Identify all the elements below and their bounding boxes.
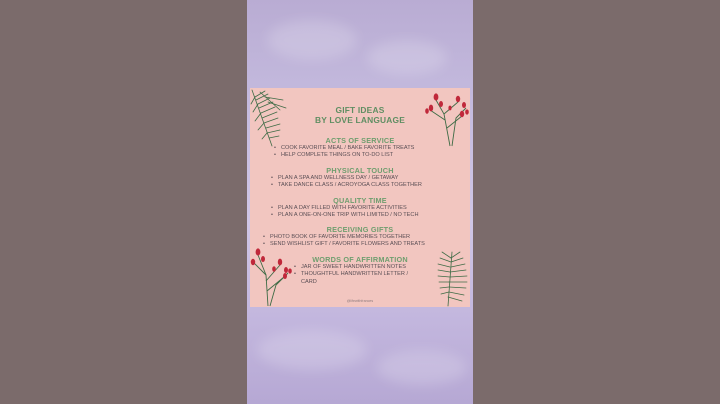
card-title bbox=[250, 106, 470, 125]
list-item: • PHOTO BOOK OF FAVORITE MEMORIES TOGETHER bbox=[263, 234, 425, 241]
section-list-quality-time bbox=[271, 205, 419, 220]
section-list-physical-touch bbox=[271, 175, 422, 190]
cloud-shape bbox=[267, 20, 357, 60]
section-heading-physical-touch: PHYSICAL TOUCH bbox=[326, 166, 394, 175]
section-list-words-of-affirmation bbox=[294, 264, 413, 286]
list-item: • JAR OF SWEET HANDWRITTEN NOTES bbox=[294, 264, 413, 271]
list-item: • THOUGHTFUL HANDWRITTEN LETTER / CARD bbox=[294, 271, 413, 286]
gift-ideas-card bbox=[250, 88, 470, 307]
section-heading-receiving-gifts: RECEIVING GIFTS bbox=[326, 225, 394, 234]
list-item: • HELP COMPLETE THINGS ON TO-DO LIST bbox=[274, 152, 414, 159]
cloud-shape bbox=[257, 330, 367, 370]
section-heading-quality-time: QUALITY TIME bbox=[333, 196, 387, 205]
list-item: • PLAN A ONE-ON-ONE TRIP WITH LIMITED / NO TECH bbox=[271, 212, 419, 219]
section-list-receiving-gifts bbox=[263, 234, 425, 249]
section-heading-acts-of-service: ACTS OF SERVICE bbox=[325, 136, 395, 145]
section-heading-words-of-affirmation: WORDS OF AFFIRMATION bbox=[312, 255, 408, 264]
list-item: • COOK FAVORITE MEAL / BAKE FAVORITE TREATS bbox=[274, 145, 414, 152]
list-item: • PLAN A DAY FILLED WITH FAVORITE ACTIVITIES bbox=[271, 205, 419, 212]
title-line-2: BY LOVE LANGUAGE bbox=[314, 114, 406, 125]
cloud-shape bbox=[377, 350, 467, 385]
title-line-1: GIFT IDEAS bbox=[335, 105, 385, 115]
cloud-shape bbox=[367, 40, 447, 75]
list-item: • TAKE DANCE CLASS / ACROYOGA CLASS TOGETHER bbox=[271, 182, 422, 189]
social-handle: @lifewithfrances bbox=[346, 299, 374, 303]
list-item: • SEND WISHLIST GIFT / FAVORITE FLOWERS AND TREATS bbox=[263, 241, 425, 248]
section-list-acts-of-service bbox=[274, 145, 414, 160]
list-item: • PLAN A SPA AND WELLNESS DAY / GETAWAY bbox=[271, 175, 422, 182]
